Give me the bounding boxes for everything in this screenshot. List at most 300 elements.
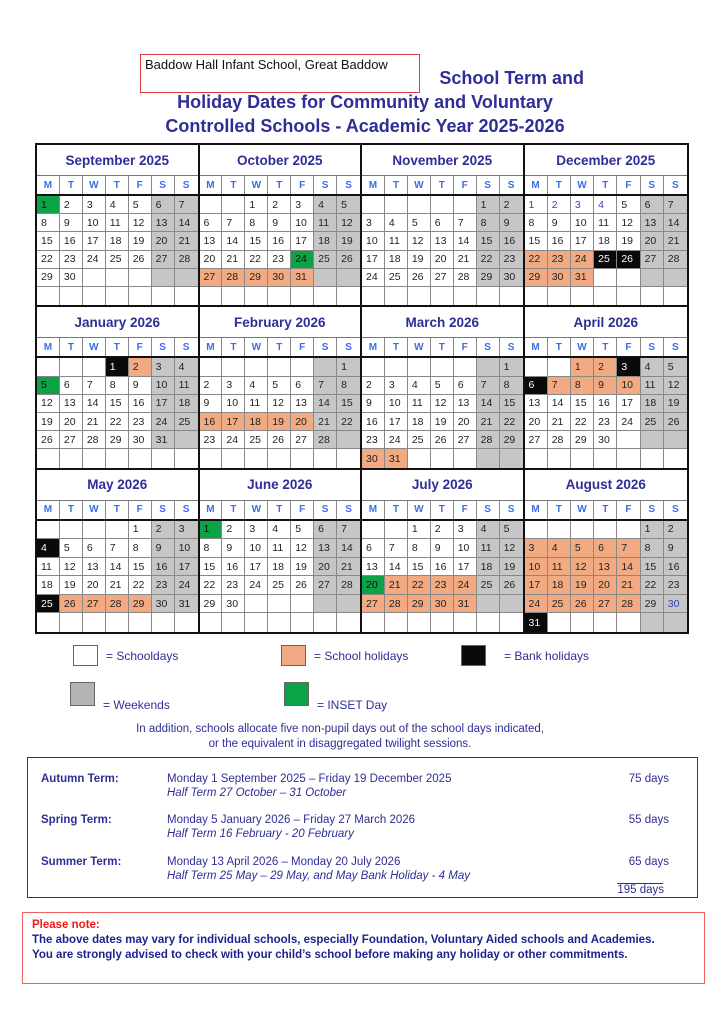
calendar-day: 6 xyxy=(525,377,548,395)
calendar-day: 4 xyxy=(385,214,408,232)
calendar-day: 26 xyxy=(408,269,431,287)
weekday-header: T xyxy=(268,176,291,194)
calendar-day: 10 xyxy=(175,539,198,558)
legend-inset-day-label: = INSET Day xyxy=(317,698,388,712)
empty-day-cell xyxy=(385,358,408,376)
calendar-day: 10 xyxy=(525,558,548,577)
empty-day-cell xyxy=(477,358,500,376)
half-term: Half Term 25 May – 29 May, and May Bank Holiday - 4 May xyxy=(167,870,470,882)
calendar-day: 11 xyxy=(385,232,408,250)
calendar-day: 11 xyxy=(245,395,268,413)
empty-day-cell xyxy=(362,613,385,632)
calendar-day: 2 xyxy=(60,196,83,214)
calendar-day: 26 xyxy=(664,413,687,431)
calendar-day: 16 xyxy=(664,558,687,577)
calendar-day: 15 xyxy=(245,232,268,250)
calendar-day: 26 xyxy=(337,251,360,269)
weekend-swatch xyxy=(70,682,95,706)
calendar-day: 8 xyxy=(477,214,500,232)
term-name: Autumn Term: xyxy=(41,773,119,785)
empty-day-cell xyxy=(337,287,360,305)
calendar-day: 28 xyxy=(83,431,106,449)
calendar-day: 7 xyxy=(222,214,245,232)
calendar-day: 16 xyxy=(500,232,523,250)
empty-day-cell xyxy=(641,449,664,467)
empty-day-cell xyxy=(454,287,477,305)
calendar-day: 15 xyxy=(525,232,548,250)
calendar-day: 21 xyxy=(337,558,360,577)
empty-day-cell xyxy=(385,613,408,632)
calendar-day: 13 xyxy=(152,214,175,232)
weekday-header: M xyxy=(200,176,223,194)
calendar-day: 29 xyxy=(477,269,500,287)
calendar-day: 7 xyxy=(454,214,477,232)
calendar-day: 9 xyxy=(431,539,454,558)
empty-day-cell xyxy=(362,196,385,214)
empty-day-cell xyxy=(408,613,431,632)
calendar-day: 29 xyxy=(500,431,523,449)
calendar-day: 15 xyxy=(408,558,431,577)
calendar-day: 2 xyxy=(500,196,523,214)
weekday-header: S xyxy=(345,504,352,516)
days-grid xyxy=(362,358,523,467)
calendar-day: 5 xyxy=(337,196,360,214)
term-days: 65 days xyxy=(628,856,669,868)
empty-day-cell xyxy=(268,358,291,376)
days-grid xyxy=(37,196,198,305)
calendar-day: 5 xyxy=(60,539,83,558)
calendar-day: 17 xyxy=(571,232,594,250)
calendar-day: 13 xyxy=(314,539,337,558)
legend-school-holidays xyxy=(281,645,408,666)
calendar-day: 29 xyxy=(37,269,60,287)
empty-day-cell xyxy=(175,449,198,467)
empty-day-cell xyxy=(152,287,175,305)
month-block xyxy=(362,307,525,469)
calendar-day: 2 xyxy=(129,358,152,376)
calendar-day: 16 xyxy=(129,395,152,413)
calendar-day: 26 xyxy=(617,251,640,269)
empty-day-cell xyxy=(314,287,337,305)
calendar-day: 27 xyxy=(200,269,223,287)
calendar-day: 14 xyxy=(454,232,477,250)
empty-day-cell xyxy=(245,358,268,376)
empty-day-cell xyxy=(83,449,106,467)
please-note-heading: Please note: xyxy=(32,919,100,931)
month-block xyxy=(200,307,363,469)
calendar-day: 7 xyxy=(337,521,360,540)
calendar-day: 21 xyxy=(548,413,571,431)
empty-day-cell xyxy=(291,613,314,632)
calendar-day: 25 xyxy=(477,576,500,595)
calendar-day: 4 xyxy=(245,377,268,395)
weekday-header: W xyxy=(571,338,594,356)
empty-day-cell xyxy=(571,521,594,540)
weekday-header: S xyxy=(152,338,175,356)
calendar-day: 17 xyxy=(175,558,198,577)
empty-day-cell xyxy=(129,449,152,467)
calendar-day: 6 xyxy=(594,539,617,558)
calendar-day: 8 xyxy=(571,377,594,395)
calendar-day: 22 xyxy=(337,413,360,431)
calendar-day: 8 xyxy=(500,377,523,395)
calendar-day: 19 xyxy=(408,251,431,269)
empty-day-cell xyxy=(500,449,523,467)
calendar-day: 27 xyxy=(152,251,175,269)
calendar-day: 22 xyxy=(245,251,268,269)
calendar-day: 10 xyxy=(222,395,245,413)
weekday-header: W xyxy=(571,501,594,519)
empty-day-cell xyxy=(245,613,268,632)
calendar-day: 3 xyxy=(83,196,106,214)
calendar-day: 24 xyxy=(222,431,245,449)
calendar-day: 9 xyxy=(60,214,83,232)
weekday-header: T xyxy=(594,338,617,356)
calendar-day: 22 xyxy=(129,576,152,595)
month-title: April 2026 xyxy=(525,307,688,338)
calendar-day: 14 xyxy=(664,214,687,232)
calendar-day: 10 xyxy=(83,214,106,232)
calendar-day: 16 xyxy=(222,558,245,577)
calendar-day: 10 xyxy=(152,377,175,395)
calendar-day: 4 xyxy=(106,196,129,214)
calendar-day: 17 xyxy=(152,395,175,413)
calendar-day: 7 xyxy=(548,377,571,395)
calendar-day: 24 xyxy=(245,576,268,595)
calendar-day: 5 xyxy=(268,377,291,395)
empty-day-cell xyxy=(454,613,477,632)
calendar-day: 12 xyxy=(408,232,431,250)
month-title: October 2025 xyxy=(200,145,361,176)
month-block xyxy=(525,307,688,469)
empty-day-cell xyxy=(83,358,106,376)
calendar-day: 3 xyxy=(222,377,245,395)
weekday-header: W xyxy=(83,338,106,356)
calendar-day: 31 xyxy=(454,595,477,614)
calendar-day: 2 xyxy=(152,521,175,540)
calendar-day: 17 xyxy=(245,558,268,577)
days-grid xyxy=(37,521,198,632)
calendar-day: 1 xyxy=(477,196,500,214)
calendar-day: 4 xyxy=(477,521,500,540)
calendar-day: 24 xyxy=(454,576,477,595)
school-name-box: Baddow Hall Infant School, Great Baddow xyxy=(140,54,420,93)
empty-day-cell xyxy=(337,449,360,467)
calendar-day: 22 xyxy=(525,251,548,269)
empty-day-cell xyxy=(454,449,477,467)
empty-day-cell xyxy=(152,449,175,467)
calendar-day: 3 xyxy=(571,196,594,214)
empty-day-cell xyxy=(548,613,571,632)
calendar-day: 14 xyxy=(477,395,500,413)
empty-day-cell xyxy=(362,287,385,305)
calendar-day: 11 xyxy=(408,395,431,413)
term-days: 55 days xyxy=(628,814,669,826)
calendar-day: 7 xyxy=(175,196,198,214)
school-holiday-swatch xyxy=(281,645,306,666)
calendar-day: 16 xyxy=(362,413,385,431)
calendar-day: 5 xyxy=(37,377,60,395)
calendar-day: 4 xyxy=(408,377,431,395)
title-line-1: School Term and xyxy=(439,68,584,88)
calendar-day: 31 xyxy=(175,595,198,614)
calendar-day: 23 xyxy=(500,251,523,269)
weekday-header: S xyxy=(314,176,337,194)
empty-day-cell xyxy=(641,287,664,305)
days-grid xyxy=(525,521,688,632)
non-pupil-days-note xyxy=(60,722,620,752)
empty-day-cell xyxy=(525,521,548,540)
weekday-header-row xyxy=(525,176,688,196)
empty-day-cell xyxy=(500,595,523,614)
page-title xyxy=(130,66,600,138)
calendar-day: 21 xyxy=(222,251,245,269)
weekday-header: F xyxy=(454,501,477,519)
please-note-line-1: The above dates may vary for individual schools, especially Foundation, Voluntary Aided schools and Academies. xyxy=(32,934,655,946)
days-grid xyxy=(200,358,361,467)
weekday-header: T xyxy=(268,501,291,519)
calendar-day: 17 xyxy=(385,413,408,431)
calendar-day: 3 xyxy=(291,196,314,214)
calendar-day: 10 xyxy=(245,539,268,558)
calendar-day: 29 xyxy=(641,595,664,614)
weekday-header: W xyxy=(408,176,431,194)
calendar-day: 19 xyxy=(617,232,640,250)
calendar-day: 5 xyxy=(664,358,687,376)
calendar-day: 3 xyxy=(175,521,198,540)
calendar-day: 18 xyxy=(641,395,664,413)
empty-day-cell xyxy=(83,613,106,632)
empty-day-cell xyxy=(106,521,129,540)
weekday-header: T xyxy=(385,176,408,194)
calendar-day: 19 xyxy=(571,576,594,595)
calendar-day: 30 xyxy=(431,595,454,614)
calendar-day: 9 xyxy=(664,539,687,558)
calendar-day: 22 xyxy=(37,251,60,269)
calendar-day: 5 xyxy=(617,196,640,214)
weekday-header-row xyxy=(525,501,688,521)
calendar-day: 8 xyxy=(37,214,60,232)
weekday-header: S xyxy=(314,338,337,356)
calendar-day: 3 xyxy=(617,358,640,376)
weekday-header: T xyxy=(385,338,408,356)
empty-day-cell xyxy=(37,287,60,305)
empty-day-cell xyxy=(617,613,640,632)
month-block xyxy=(37,145,200,307)
calendar-day: 13 xyxy=(525,395,548,413)
empty-day-cell xyxy=(106,269,129,287)
empty-day-cell xyxy=(291,449,314,467)
weekday-header: F xyxy=(291,501,314,519)
calendar-day: 22 xyxy=(106,413,129,431)
calendar-day: 23 xyxy=(152,576,175,595)
calendar-day: 17 xyxy=(454,558,477,577)
weekday-header: W xyxy=(83,501,106,519)
calendar-day: 4 xyxy=(548,539,571,558)
calendar-day: 23 xyxy=(594,413,617,431)
calendar-day: 11 xyxy=(641,377,664,395)
calendar-day: 2 xyxy=(431,521,454,540)
calendar-day: 3 xyxy=(245,521,268,540)
calendar-day: 19 xyxy=(268,413,291,431)
empty-day-cell xyxy=(477,595,500,614)
calendar-day: 12 xyxy=(291,539,314,558)
calendar-day: 20 xyxy=(200,251,223,269)
calendar-day: 10 xyxy=(454,539,477,558)
empty-day-cell xyxy=(268,595,291,614)
calendar-day: 9 xyxy=(548,214,571,232)
calendar-day: 24 xyxy=(175,576,198,595)
calendar-day: 14 xyxy=(617,558,640,577)
calendar-day: 20 xyxy=(291,413,314,431)
empty-day-cell xyxy=(83,287,106,305)
calendar-day: 13 xyxy=(200,232,223,250)
calendar-day: 19 xyxy=(291,558,314,577)
weekday-header: T xyxy=(594,501,617,519)
empty-day-cell xyxy=(314,613,337,632)
calendar-day: 12 xyxy=(664,377,687,395)
empty-day-cell xyxy=(548,449,571,467)
weekday-header-row xyxy=(362,176,523,196)
calendar-day: 8 xyxy=(129,539,152,558)
empty-day-cell xyxy=(106,449,129,467)
calendar-day: 13 xyxy=(454,395,477,413)
month-block xyxy=(200,145,363,307)
calendar-day: 1 xyxy=(500,358,523,376)
month-title: January 2026 xyxy=(37,307,198,338)
calendar-day: 11 xyxy=(314,214,337,232)
empty-day-cell xyxy=(337,269,360,287)
calendar-day: 12 xyxy=(571,558,594,577)
calendar-day: 16 xyxy=(268,232,291,250)
calendar-day: 3 xyxy=(362,214,385,232)
empty-day-cell xyxy=(431,358,454,376)
calendar-day: 2 xyxy=(548,196,571,214)
calendar-day: 8 xyxy=(641,539,664,558)
empty-day-cell xyxy=(571,449,594,467)
empty-day-cell xyxy=(222,287,245,305)
empty-day-cell xyxy=(222,196,245,214)
calendar-day: 26 xyxy=(291,576,314,595)
empty-day-cell xyxy=(245,595,268,614)
calendar-day: 23 xyxy=(129,413,152,431)
empty-day-cell xyxy=(431,613,454,632)
empty-day-cell xyxy=(83,269,106,287)
weekday-header: S xyxy=(152,176,175,194)
calendar-day: 24 xyxy=(385,431,408,449)
calendar-day: 16 xyxy=(594,395,617,413)
calendar-day: 2 xyxy=(200,377,223,395)
weekday-header-row xyxy=(200,501,361,521)
calendar-day: 11 xyxy=(477,539,500,558)
empty-day-cell xyxy=(245,449,268,467)
empty-day-cell xyxy=(200,449,223,467)
term-days: 75 days xyxy=(628,773,669,785)
month-title: December 2025 xyxy=(525,145,688,176)
empty-day-cell xyxy=(408,196,431,214)
please-note-box xyxy=(22,912,705,984)
calendar-day: 8 xyxy=(106,377,129,395)
half-term: Half Term 16 February - 20 February xyxy=(167,828,354,840)
calendar-day: 9 xyxy=(362,395,385,413)
calendar-day: 1 xyxy=(641,521,664,540)
weekday-header: M xyxy=(525,501,548,519)
calendar-day: 2 xyxy=(268,196,291,214)
calendar-day: 31 xyxy=(291,269,314,287)
calendar-day: 25 xyxy=(408,431,431,449)
calendar-day: 9 xyxy=(594,377,617,395)
calendar-day: 21 xyxy=(477,413,500,431)
weekday-header: S xyxy=(314,501,337,519)
calendar-day: 3 xyxy=(385,377,408,395)
calendar-day: 1 xyxy=(245,196,268,214)
empty-day-cell xyxy=(291,287,314,305)
calendar-day: 29 xyxy=(525,269,548,287)
empty-day-cell xyxy=(200,196,223,214)
empty-day-cell xyxy=(454,358,477,376)
empty-day-cell xyxy=(268,613,291,632)
calendar-day: 5 xyxy=(129,196,152,214)
calendar-day: 29 xyxy=(571,431,594,449)
term-dates: Monday 5 January 2026 – Friday 27 March 2026 xyxy=(167,814,416,826)
weekday-header: W xyxy=(245,338,268,356)
weekday-header: S xyxy=(345,179,352,191)
empty-day-cell xyxy=(571,613,594,632)
calendar-day: 9 xyxy=(268,214,291,232)
empty-day-cell xyxy=(291,595,314,614)
calendar-day: 25 xyxy=(175,413,198,431)
empty-day-cell xyxy=(60,358,83,376)
half-term: Half Term 27 October – 31 October xyxy=(167,787,347,799)
calendar-day: 18 xyxy=(594,232,617,250)
calendar-day: 20 xyxy=(83,576,106,595)
calendar-day: 27 xyxy=(362,595,385,614)
calendar-day: 12 xyxy=(37,395,60,413)
calendar-day: 20 xyxy=(152,232,175,250)
calendar-day: 30 xyxy=(594,431,617,449)
calendar-day: 16 xyxy=(431,558,454,577)
title-line-3: Controlled Schools - Academic Year 2025-2026 xyxy=(165,116,565,136)
calendar-day: 23 xyxy=(222,576,245,595)
calendar-day: 30 xyxy=(60,269,83,287)
calendar-day: 15 xyxy=(129,558,152,577)
calendar-day: 6 xyxy=(454,377,477,395)
empty-day-cell xyxy=(60,613,83,632)
calendar-day: 7 xyxy=(106,539,129,558)
empty-day-cell xyxy=(664,269,687,287)
weekday-header: S xyxy=(641,338,664,356)
month-block xyxy=(362,145,525,307)
empty-day-cell xyxy=(408,358,431,376)
calendar-day: 6 xyxy=(152,196,175,214)
empty-day-cell xyxy=(245,287,268,305)
calendar-day: 1 xyxy=(337,358,360,376)
weekday-header: T xyxy=(60,176,83,194)
calendar-day: 13 xyxy=(431,232,454,250)
empty-day-cell xyxy=(175,269,198,287)
weekday-header: M xyxy=(525,176,548,194)
calendar-day: 16 xyxy=(548,232,571,250)
calendar-day: 19 xyxy=(37,413,60,431)
calendar-day: 9 xyxy=(129,377,152,395)
calendar-day: 12 xyxy=(617,214,640,232)
title-line-2: Holiday Dates for Community and Voluntary xyxy=(177,92,553,112)
weekday-header: S xyxy=(152,501,175,519)
calendar-day: 25 xyxy=(314,251,337,269)
calendar-day: 21 xyxy=(385,576,408,595)
calendar-day: 12 xyxy=(129,214,152,232)
calendar-day: 9 xyxy=(500,214,523,232)
